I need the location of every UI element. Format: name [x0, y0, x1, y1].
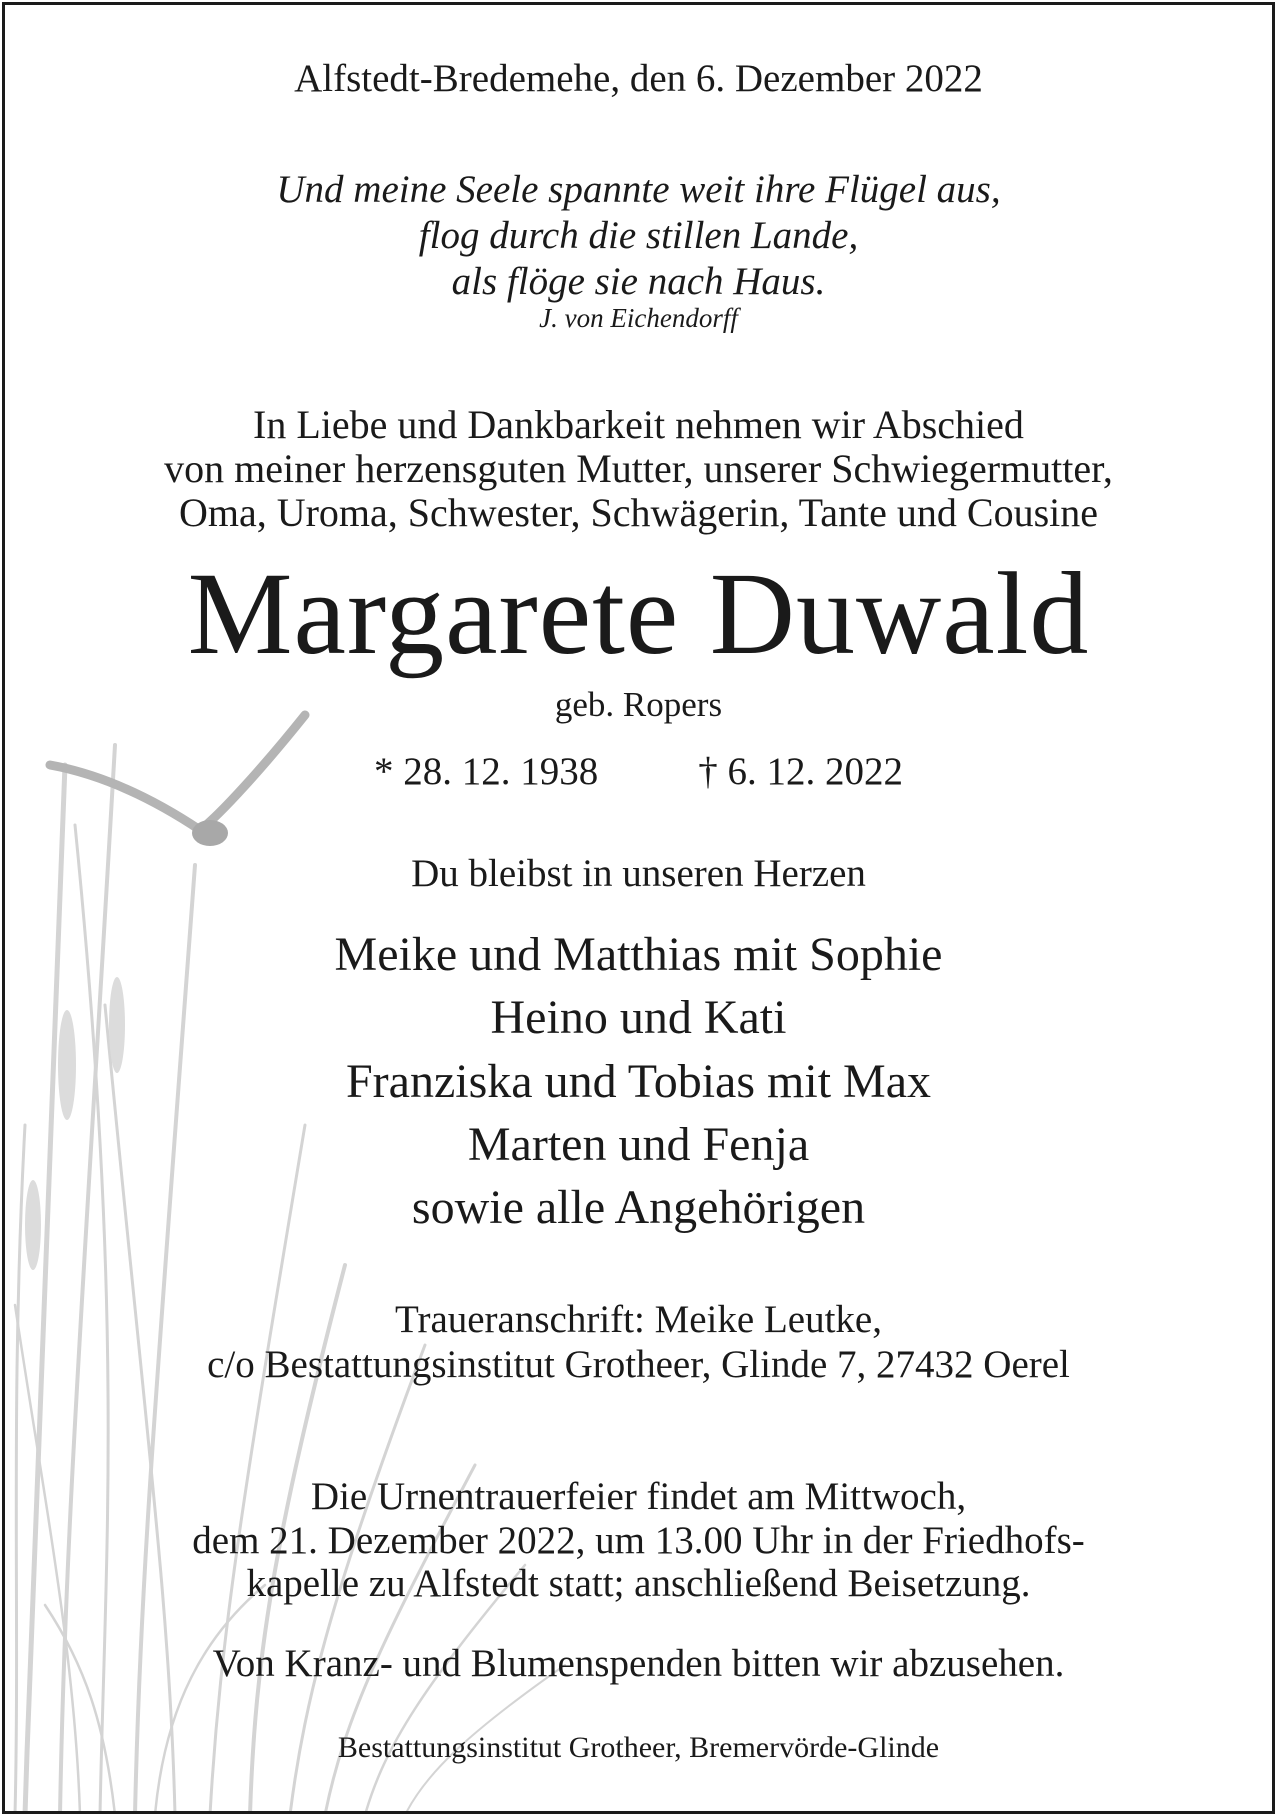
survivor-entry: sowie alle Angehörigen: [411, 1181, 866, 1235]
survivors-list: [5, 923, 1272, 1240]
mourning-address: [5, 1298, 1272, 1388]
ceremony-line: Die Urnentrauerfeier findet am Mittwoch,: [310, 1475, 967, 1518]
poem-author: J. von Eichendorff: [539, 303, 738, 333]
remembrance-line: Du bleibst in unseren Herzen: [411, 852, 866, 895]
death-date: † 6. 12. 2022: [698, 750, 903, 793]
poem-line: Und meine Seele spannte weit ihre Flügel aus,: [276, 168, 1001, 211]
survivor-entry: Franziska und Tobias mit Max: [345, 1054, 932, 1108]
intro-line: In Liebe und Dankbarkeit nehmen wir Abschied: [253, 402, 1024, 447]
poem: [5, 167, 1272, 305]
ceremony-line: dem 21. Dezember 2022, um 13.00 Uhr in der Friedhofs-: [192, 1518, 1085, 1562]
intro-line: Oma, Uroma, Schwester, Schwägerin, Tante und Cousine: [178, 490, 1099, 535]
funeral-home: Bestattungsinstitut Grotheer, Bremervörde-Glinde: [337, 1731, 940, 1764]
life-dates: [5, 750, 1272, 794]
birth-date: * 28. 12. 1938: [374, 750, 599, 793]
maiden-name: geb. Ropers: [554, 685, 723, 724]
survivor-entry: Marten und Fenja: [467, 1118, 810, 1172]
deceased-name: Margarete Duwald: [187, 548, 1090, 679]
notice-content: [5, 5, 1272, 1811]
ceremony-info: [5, 1475, 1272, 1606]
poem-line: flog durch die stillen Lande,: [418, 214, 859, 258]
survivor-entry: Meike und Matthias mit Sophie: [334, 928, 943, 981]
survivor-entry: Heino und Kati: [490, 991, 787, 1045]
obituary-notice: [2, 2, 1275, 1814]
ceremony-line: kapelle zu Alfstedt statt; anschließend Beisetzung.: [246, 1562, 1031, 1606]
no-flowers-request: Von Kranz- und Blumenspenden bitten wir abzusehen.: [212, 1642, 1065, 1685]
intro-line: von meiner herzensguten Mutter, unserer Schwiegermutter,: [164, 446, 1113, 491]
place-date: Alfstedt-Bredemehe, den 6. Dezember 2022: [294, 57, 983, 100]
poem-line: als flöge sie nach Haus.: [451, 260, 826, 304]
intro-text: [5, 403, 1272, 535]
address-line: Traueranschrift: Meike Leutke,: [395, 1298, 882, 1341]
address-line: c/o Bestattungsinstitut Grotheer, Glinde 7, 27432 Oerel: [207, 1342, 1070, 1386]
